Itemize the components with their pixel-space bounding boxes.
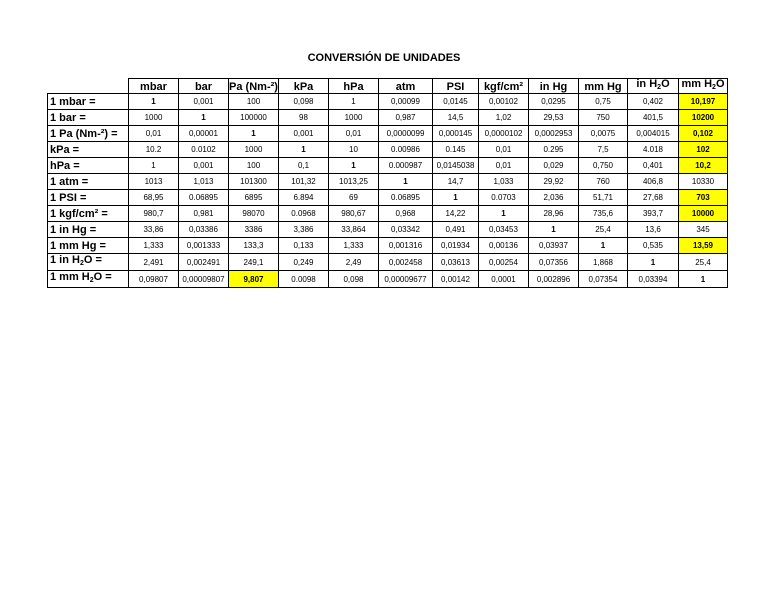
table-cell: 0,968 bbox=[379, 206, 433, 222]
table-cell: 1013 bbox=[129, 174, 179, 190]
table-cell: 1,02 bbox=[479, 110, 529, 126]
row-label: 1 mm $H_2O$ = bbox=[48, 271, 129, 288]
table-cell: 98070 bbox=[229, 206, 279, 222]
table-cell: 0.0968 bbox=[279, 206, 329, 222]
table-cell: 0,535 bbox=[628, 238, 679, 254]
column-header: bar bbox=[179, 79, 229, 94]
table-cell: 0,03394 bbox=[628, 271, 679, 288]
table-cell: 0,0000099 bbox=[379, 126, 433, 142]
table-cell: 0,00254 bbox=[479, 254, 529, 271]
table-cell: 1000 bbox=[329, 110, 379, 126]
row-label: kPa = bbox=[48, 142, 129, 158]
table-row bbox=[48, 222, 728, 238]
table-cell: 0,750 bbox=[579, 158, 628, 174]
table-cell: 0,402 bbox=[628, 94, 679, 110]
table-cell: 1,868 bbox=[579, 254, 628, 271]
table-cell: 2,491 bbox=[129, 254, 179, 271]
document-title: CONVERSIÓN DE UNIDADES bbox=[307, 52, 461, 64]
table-cell: 393,7 bbox=[628, 206, 679, 222]
column-header: kgf/cm² bbox=[479, 79, 529, 94]
table-cell: 27,68 bbox=[628, 190, 679, 206]
table-cell: 401,5 bbox=[628, 110, 679, 126]
table-row bbox=[48, 158, 728, 174]
table-cell: 0,1 bbox=[279, 158, 329, 174]
table-row bbox=[48, 206, 728, 222]
table-cell: 101,32 bbox=[279, 174, 329, 190]
table-cell: 6895 bbox=[229, 190, 279, 206]
table-cell: 0,03937 bbox=[529, 238, 579, 254]
table-cell: 750 bbox=[579, 110, 628, 126]
table-cell: 345 bbox=[679, 222, 728, 238]
table-row bbox=[48, 174, 728, 190]
table-cell: 0,00001 bbox=[179, 126, 229, 142]
table-cell: 0,09807 bbox=[129, 271, 179, 288]
table-cell: 0,004015 bbox=[628, 126, 679, 142]
table-cell: 29,92 bbox=[529, 174, 579, 190]
table-body bbox=[48, 94, 728, 288]
table-cell: 0,981 bbox=[179, 206, 229, 222]
table-cell: 0,000145 bbox=[433, 126, 479, 142]
table-cell: 0,00099 bbox=[379, 94, 433, 110]
table-cell: 69 bbox=[329, 190, 379, 206]
column-header: PSI bbox=[433, 79, 479, 94]
table-cell: 703 bbox=[679, 190, 728, 206]
table-cell: 0,029 bbox=[529, 158, 579, 174]
row-label: 1 kgf/cm² = bbox=[48, 206, 129, 222]
table-cell: 68,95 bbox=[129, 190, 179, 206]
table-row bbox=[48, 126, 728, 142]
column-header: mm Hg bbox=[579, 79, 628, 94]
table-cell: 1 bbox=[229, 126, 279, 142]
table-cell: 0,00142 bbox=[433, 271, 479, 288]
table-cell: 25,4 bbox=[679, 254, 728, 271]
table-cell: 0,001316 bbox=[379, 238, 433, 254]
column-header: kPa bbox=[279, 79, 329, 94]
table-row bbox=[48, 271, 728, 288]
table-cell: 0,133 bbox=[279, 238, 329, 254]
table-cell: 4.018 bbox=[628, 142, 679, 158]
table-cell: 980,7 bbox=[129, 206, 179, 222]
table-cell: 13,6 bbox=[628, 222, 679, 238]
column-header: hPa bbox=[329, 79, 379, 94]
table-row bbox=[48, 190, 728, 206]
table-cell: 1,013 bbox=[179, 174, 229, 190]
table-cell: 100 bbox=[229, 158, 279, 174]
table-cell: 102 bbox=[679, 142, 728, 158]
table-cell: 1 bbox=[379, 174, 433, 190]
table-cell: 0,098 bbox=[329, 271, 379, 288]
table-cell: 1,033 bbox=[479, 174, 529, 190]
table-cell: 0.295 bbox=[529, 142, 579, 158]
table-cell: 1 bbox=[529, 222, 579, 238]
table-cell: 1 bbox=[628, 254, 679, 271]
table-cell: 0.0102 bbox=[179, 142, 229, 158]
table-cell: 1 bbox=[433, 190, 479, 206]
table-row bbox=[48, 94, 728, 110]
table-cell: 0,07356 bbox=[529, 254, 579, 271]
table-cell: 1 bbox=[679, 271, 728, 288]
table-cell: 0,03342 bbox=[379, 222, 433, 238]
table-cell: 1000 bbox=[229, 142, 279, 158]
table-cell: 0,0002953 bbox=[529, 126, 579, 142]
table-cell: 10,197 bbox=[679, 94, 728, 110]
table-row bbox=[48, 142, 728, 158]
column-header: Pa (Nm-²) bbox=[229, 79, 279, 94]
table-cell: 98 bbox=[279, 110, 329, 126]
table-cell: 0.06895 bbox=[379, 190, 433, 206]
table-cell: 0,401 bbox=[628, 158, 679, 174]
table-cell: 1 bbox=[329, 94, 379, 110]
table-cell: 1 bbox=[179, 110, 229, 126]
table-cell: 0,001 bbox=[179, 158, 229, 174]
table-cell: 14,7 bbox=[433, 174, 479, 190]
column-header: mbar bbox=[129, 79, 179, 94]
table-cell: 0,0001 bbox=[479, 271, 529, 288]
table-cell: 3,386 bbox=[279, 222, 329, 238]
table-cell: 7,5 bbox=[579, 142, 628, 158]
table-cell: 0,01 bbox=[479, 158, 529, 174]
table-cell: 25,4 bbox=[579, 222, 628, 238]
table-row bbox=[48, 254, 728, 271]
table-cell: 3386 bbox=[229, 222, 279, 238]
table-cell: 0,03613 bbox=[433, 254, 479, 271]
table-cell: 14,22 bbox=[433, 206, 479, 222]
table-cell: 1 bbox=[479, 206, 529, 222]
table-cell: 0,01 bbox=[129, 126, 179, 142]
table-cell: 1 bbox=[129, 158, 179, 174]
table-cell: 100 bbox=[229, 94, 279, 110]
table-cell: 0,07354 bbox=[579, 271, 628, 288]
table-cell: 1,333 bbox=[329, 238, 379, 254]
table-cell: 1 bbox=[329, 158, 379, 174]
table-cell: 0,987 bbox=[379, 110, 433, 126]
column-header: atm bbox=[379, 79, 433, 94]
table-row bbox=[48, 110, 728, 126]
table-cell: 33,86 bbox=[129, 222, 179, 238]
table-cell: 1013,25 bbox=[329, 174, 379, 190]
table-cell: 1 bbox=[279, 142, 329, 158]
table-cell: 2,49 bbox=[329, 254, 379, 271]
table-cell: 0.145 bbox=[433, 142, 479, 158]
table-cell: 33,864 bbox=[329, 222, 379, 238]
table-cell: 0,01934 bbox=[433, 238, 479, 254]
table-cell: 9,807 bbox=[229, 271, 279, 288]
table-cell: 1,333 bbox=[129, 238, 179, 254]
table-cell: 133,3 bbox=[229, 238, 279, 254]
table-cell: 10 bbox=[329, 142, 379, 158]
table-cell: 0,00136 bbox=[479, 238, 529, 254]
table-cell: 0.0098 bbox=[279, 271, 329, 288]
table-cell: 0.06895 bbox=[179, 190, 229, 206]
table-cell: 2,036 bbox=[529, 190, 579, 206]
table-cell: 10000 bbox=[679, 206, 728, 222]
table-cell: 29,53 bbox=[529, 110, 579, 126]
row-label: 1 mbar = bbox=[48, 94, 129, 110]
table-cell: 28,96 bbox=[529, 206, 579, 222]
table-cell: 0,01 bbox=[329, 126, 379, 142]
row-label: 1 in $H_2O$ = bbox=[48, 254, 129, 271]
table-cell: 735,6 bbox=[579, 206, 628, 222]
table-cell: 0,0000102 bbox=[479, 126, 529, 142]
table-cell: 0,0145038 bbox=[433, 158, 479, 174]
table-cell: 980,67 bbox=[329, 206, 379, 222]
table-cell: 0,0145 bbox=[433, 94, 479, 110]
row-label: 1 Pa (Nm-²) = bbox=[48, 126, 129, 142]
row-label: 1 PSI = bbox=[48, 190, 129, 206]
header-corner bbox=[48, 79, 129, 94]
table-cell: 0,002896 bbox=[529, 271, 579, 288]
table-cell: 101300 bbox=[229, 174, 279, 190]
table-cell: 10200 bbox=[679, 110, 728, 126]
table-cell: 0.00986 bbox=[379, 142, 433, 158]
column-header: mm $H_2O$ bbox=[679, 79, 728, 94]
table-cell: 0,0295 bbox=[529, 94, 579, 110]
table-cell: 0,001 bbox=[179, 94, 229, 110]
table-cell: 14,5 bbox=[433, 110, 479, 126]
table-cell: 0,03453 bbox=[479, 222, 529, 238]
table-cell: 0,01 bbox=[479, 142, 529, 158]
table-cell: 0.0703 bbox=[479, 190, 529, 206]
table-cell: 0,249 bbox=[279, 254, 329, 271]
table-cell: 0,491 bbox=[433, 222, 479, 238]
conversion-table bbox=[47, 78, 728, 288]
table-cell: 10330 bbox=[679, 174, 728, 190]
table-cell: 1 bbox=[579, 238, 628, 254]
table-cell: 0,001333 bbox=[179, 238, 229, 254]
table-cell: 249,1 bbox=[229, 254, 279, 271]
table-cell: 0,00102 bbox=[479, 94, 529, 110]
table-cell: 10.2 bbox=[129, 142, 179, 158]
table-cell: 0,001 bbox=[279, 126, 329, 142]
row-label: 1 in Hg = bbox=[48, 222, 129, 238]
header-row bbox=[48, 79, 728, 94]
row-label: 1 mm Hg = bbox=[48, 238, 129, 254]
table-cell: 0,102 bbox=[679, 126, 728, 142]
table-cell: 760 bbox=[579, 174, 628, 190]
table-cell: 100000 bbox=[229, 110, 279, 126]
table-cell: 0,03386 bbox=[179, 222, 229, 238]
table-cell: 51,71 bbox=[579, 190, 628, 206]
table-cell: 0,002458 bbox=[379, 254, 433, 271]
table-cell: 10,2 bbox=[679, 158, 728, 174]
table-cell: 6.894 bbox=[279, 190, 329, 206]
column-header: in Hg bbox=[529, 79, 579, 94]
column-header: in $H_2O$ bbox=[628, 79, 679, 94]
table-cell: 0,75 bbox=[579, 94, 628, 110]
table-cell: 0,00009807 bbox=[179, 271, 229, 288]
row-label: 1 atm = bbox=[48, 174, 129, 190]
table-cell: 0.000987 bbox=[379, 158, 433, 174]
table-cell: 13,59 bbox=[679, 238, 728, 254]
table-cell: 0,0075 bbox=[579, 126, 628, 142]
table-cell: 0,002491 bbox=[179, 254, 229, 271]
table-cell: 1000 bbox=[129, 110, 179, 126]
table-cell: 1 bbox=[129, 94, 179, 110]
table-cell: 0,00009677 bbox=[379, 271, 433, 288]
table-cell: 0,098 bbox=[279, 94, 329, 110]
row-label: 1 bar = bbox=[48, 110, 129, 126]
table-row bbox=[48, 238, 728, 254]
table-cell: 406,8 bbox=[628, 174, 679, 190]
row-label: hPa = bbox=[48, 158, 129, 174]
